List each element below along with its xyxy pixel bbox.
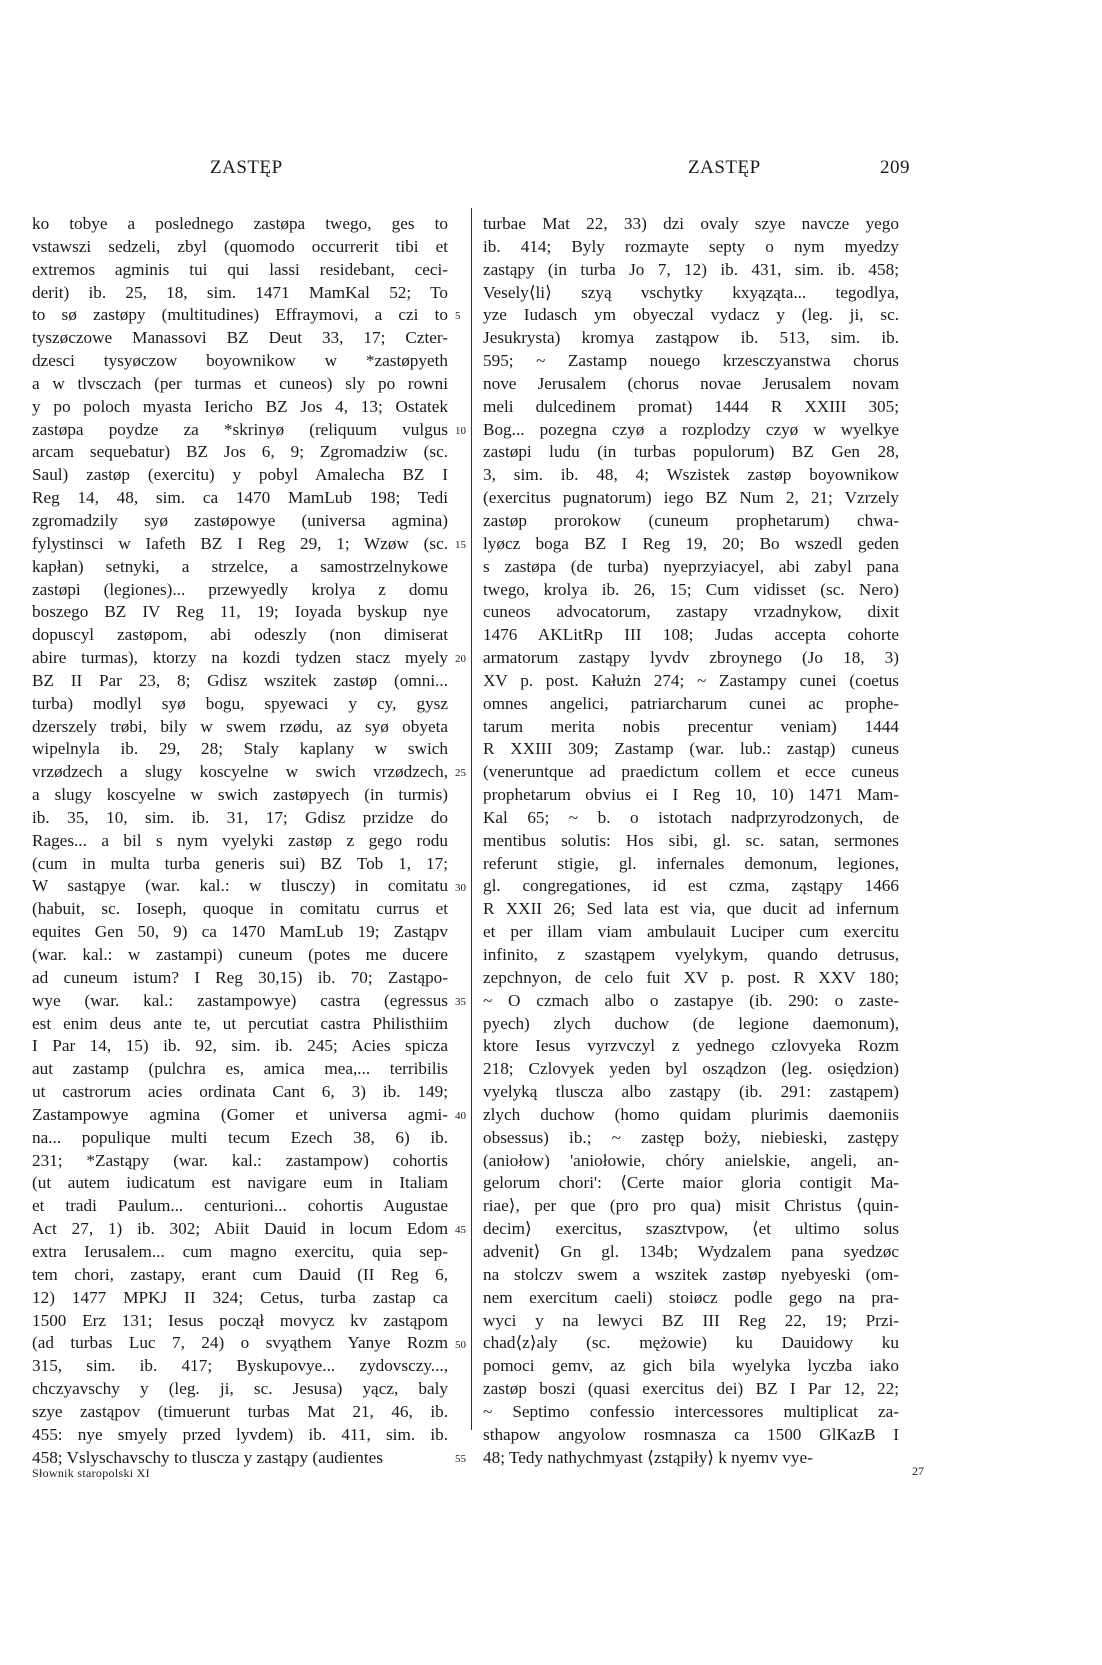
text-line: na stolczv swem a wszitek zastøp nyebyeski (om- xyxy=(483,1264,899,1284)
text-line: (veneruntque ad praedictum collem et ecce cuneus xyxy=(483,762,899,782)
text-line: advenit⟩ Gn gl. 134b; Wydzalem pana syedzøc xyxy=(483,1241,899,1261)
text-line: Zastampowye agmina (Gomer et universa agmi- xyxy=(32,1104,448,1124)
text-line: dopuscyl zastøpom, abi odeszly (non dimiserat xyxy=(32,625,448,645)
text-line: meli dulcedinem promat) 1444 R XXIII 305; xyxy=(483,396,899,416)
line-number: 30 xyxy=(455,881,466,894)
text-line: pyech) zlych duchow (de legione daemonum), xyxy=(483,1013,899,1033)
text-line: zastøpi (legiones)... przewyedly krolya z domu xyxy=(32,579,448,599)
text-line: nem exercitum caeli) stoiøcz podle gego na pra- xyxy=(483,1287,899,1307)
text-line: referunt stigie, gl. infernales demonum, legiones, xyxy=(483,853,899,873)
text-line: szye zastąpov (timuerunt turbas Mat 21, 46, ib. xyxy=(32,1401,448,1421)
text-line: ktore Iesus vyrzvczyl z yednego czlovyeka Rozm xyxy=(483,1036,899,1056)
text-line: 3, sim. ib. 48, 4; Wszistek zastøp boyownikow xyxy=(483,465,899,485)
text-line: 231; *Zastąpy (war. kal.: zastampow) cohortis xyxy=(32,1150,448,1170)
text-line: (habuit, sc. Ioseph, quoque in comitatu currus et xyxy=(32,899,448,919)
text-line: nove Jerusalem (chorus novae Jerusalem novam xyxy=(483,373,899,393)
text-line: omnes angelici, patriarcharum cunei ac prophe- xyxy=(483,693,899,713)
text-line: Saul) zastøp (exercitu) y pobyl Amalecha BZ I xyxy=(32,465,448,485)
text-line: armatorum zastąpy lyvdv zbroynego (Jo 18, 3) xyxy=(483,648,899,668)
text-line: XV p. post. Kałużn 274; ~ Zastampy cunei (coetus xyxy=(483,670,899,690)
text-line: R XXII 26; Sed lata est via, que ducit ad infernum xyxy=(483,899,899,919)
text-line: ib. 414; Byly rozmayte septy o nym myedzy xyxy=(483,236,899,256)
header-left-running-head: ZASTĘP xyxy=(210,157,283,178)
text-line: dzesci tysyøczow boyownikow w *zastøpyeth xyxy=(32,351,448,371)
text-line: zastøp prorokow (cuneum prophetarum) chwa- xyxy=(483,510,899,530)
line-number: 55 xyxy=(455,1452,466,1465)
text-line: chad⟨z⟩aly (sc. mężowie) ku Dauidowy ku xyxy=(483,1333,899,1353)
text-line: zlych duchow (homo quidam plurimis daemoniis xyxy=(483,1104,899,1124)
text-line: zgromadzily syø zastøpowye (universa agmina) xyxy=(32,510,448,530)
line-number: 35 xyxy=(455,995,466,1008)
line-number: 5 xyxy=(455,310,461,323)
text-line: obsessus) ib.; ~ zastęp boży, niebieski, zastępy xyxy=(483,1127,899,1147)
page-number: 209 xyxy=(880,157,910,178)
text-line: a w tlvsczach (per turmas et cuneos) sly po rowni xyxy=(32,373,448,393)
text-line: abire turmas), ktorzy na kozdi tydzen stacz myely xyxy=(32,648,448,668)
text-line: ib. 35, 10, sim. ib. 31, 17; Gdisz przidze do xyxy=(32,807,448,827)
text-line: pomoci gemv, az gich bila wyelyka lyczba iako xyxy=(483,1356,899,1376)
text-line: mentibus solutis: Hos sibi, gl. sc. satan, sermones xyxy=(483,830,899,850)
text-line: boszego BZ IV Reg 11, 19; Ioyada byskup nye xyxy=(32,602,448,622)
line-number: 40 xyxy=(455,1110,466,1123)
text-line: vyelyką tluscza albo zastąpy (ib. 291: zastąpem) xyxy=(483,1082,899,1102)
right-column xyxy=(483,213,899,1469)
text-line: (exercitus pugnatorum) iego BZ Num 2, 21; Vzrzely xyxy=(483,488,899,508)
text-line: vstawszi sedzeli, zbyl (quomodo occurrerit tibi et xyxy=(32,236,448,256)
text-line: (ad turbas Luc 7, 24) o svyąthem Yanye Rozm xyxy=(32,1333,448,1353)
text-line: zastøp boszi (quasi exercitus dei) BZ I Par 12, 22; xyxy=(483,1379,899,1399)
text-line: (aniołow) 'aniołowie, chóry anielskie, angeli, an- xyxy=(483,1150,899,1170)
text-line: 48; Tedy nathychmyast ⟨zstąpiły⟩ k nyemv vye- xyxy=(483,1447,813,1467)
text-line: (ut autem iudicatum est navigare eum in Italiam xyxy=(32,1173,448,1193)
text-line: R XXIII 309; Zastamp (war. lub.: zastąp) cuneus xyxy=(483,739,899,759)
text-line: cuneos advocatorum, zastapy vrzadnykow, dixit xyxy=(483,602,899,622)
text-line: equites Gen 50, 9) ca 1470 MamLub 19; Zastąpv xyxy=(32,922,448,942)
text-line: wyci y na lewyci BZ III Reg 22, 19; Przi- xyxy=(483,1310,899,1330)
text-line: 315, sim. ib. 417; Byskupovye... zydovsczy..., xyxy=(32,1356,448,1376)
text-line: 12) 1477 MPKJ II 324; Cetus, turba zastap ca xyxy=(32,1287,448,1307)
line-number: 15 xyxy=(455,538,466,551)
text-line: arcam sequebatur) BZ Jos 6, 9; Zgromadziw (sc. xyxy=(32,442,448,462)
text-line: Kal 65; ~ b. o istotach nadprzyrodzonych, de xyxy=(483,807,899,827)
text-line: et per illam viam ambulauit Luciper cum exercitu xyxy=(483,922,899,942)
header-right-running-head: ZASTĘP xyxy=(688,157,761,178)
line-number: 25 xyxy=(455,767,466,780)
text-line: sthapow angyolow rosmnasza ca 1500 GlKazB I xyxy=(483,1424,899,1444)
text-line: 455: nye smyely przed lyvdem) ib. 411, sim. ib. xyxy=(32,1424,448,1444)
text-line: ~ O czmach albo o zastapye (ib. 290: o zaste- xyxy=(483,990,899,1010)
footer-signature: 27 xyxy=(912,1464,924,1478)
left-column xyxy=(32,213,448,1469)
text-line: 218; Czlovyek yeden byl osządzon (leg. osiędzion) xyxy=(483,1059,899,1079)
text-line: prophetarum obvius ei I Reg 10, 10) 1471 Mam- xyxy=(483,785,899,805)
text-line: 1476 AKLitRp III 108; Judas accepta cohorte xyxy=(483,625,899,645)
text-line: Bog... pozegna czyø a rozplodzy czyø w wyelkye xyxy=(483,419,899,439)
text-line: decim⟩ exercitus, szasztvpow, ⟨et ultimo solus xyxy=(483,1219,899,1239)
text-line: I Par 14, 15) ib. 92, sim. ib. 245; Acies spicza xyxy=(32,1036,448,1056)
text-line: W sastąpye (war. kal.: w tlusczy) in comitatu xyxy=(32,876,448,896)
text-line: dzerszely trøbi, bily w swem rzødu, az syø obyeta xyxy=(32,716,448,736)
text-line: Vesely⟨li⟩ szyą vschytky kxyąząta... tegodlya, xyxy=(483,282,899,302)
text-line: 1500 Erz 131; Iesus począł movycz kv zastąpom xyxy=(32,1310,448,1330)
text-line: a slugy koscyelne w swich zastøpyech (in turmis) xyxy=(32,785,448,805)
text-line: derit) ib. 25, 18, sim. 1471 MamKal 52; To xyxy=(32,282,448,302)
text-line: na... populique multi tecum Ezech 38, 6) ib. xyxy=(32,1127,448,1147)
text-line: zastąpy (in turba Jo 7, 12) ib. 431, sim. ib. 458; xyxy=(483,259,899,279)
text-line: 458; Vslyschavschy to tluscza y zastąpy (audientes xyxy=(32,1447,383,1467)
text-line: Jesukrysta) kromya zastąpow ib. 513, sim. ib. xyxy=(483,328,899,348)
text-line: vrzødzech a slugy koscyelne w swich vrzødzech, xyxy=(32,762,448,782)
text-line: tarum merita nobis precentur veniam) 1444 xyxy=(483,716,899,736)
text-line: chczyavschy y (leg. ji, sc. Jesusa) yącz, baly xyxy=(32,1379,448,1399)
text-line: y po poloch myasta Iericho BZ Jos 4, 13; Ostatek xyxy=(32,396,448,416)
text-line: infinito, z szastąpem vyelykym, quando detrusus, xyxy=(483,945,899,964)
column-divider xyxy=(471,208,472,1430)
text-line: Rages... a bil s nym vyelyki zastøp z gego rodu xyxy=(32,830,448,850)
text-line: ut castrorum acies ordinata Cant 6, 3) ib. 149; xyxy=(32,1082,448,1102)
text-line: wipelnyla ib. 29, 28; Staly kaplany w swich xyxy=(32,739,448,759)
text-line: ~ Septimo confessio intercessores multiplicat za- xyxy=(483,1401,899,1421)
text-line: zastøpa poydze za *skrinyø (reliquum vulgus xyxy=(32,419,448,439)
text-line: (war. kal.: w zastampi) cuneum (potes me ducere xyxy=(32,945,448,964)
text-line: turbae Mat 22, 33) dzi ovaly szye navcze yego xyxy=(483,214,899,233)
text-line: tyszøczowe Manassovi BZ Deut 33, 17; Czter- xyxy=(32,328,448,348)
text-line: zastøpi ludu (in turbas populorum) BZ Gen 28, xyxy=(483,442,899,462)
text-line: est enim deus ante te, ut percutiat castra Philisthiim xyxy=(32,1013,448,1033)
line-number: 45 xyxy=(455,1224,466,1237)
text-line: aut zastamp (pulchra es, amica mea,... terribilis xyxy=(32,1059,448,1079)
text-line: (cum in multa turba generis sui) BZ Tob 1, 17; xyxy=(32,853,448,873)
line-number: 10 xyxy=(455,424,466,437)
text-line: ko tobye a poslednego zastøpa twego, ges to xyxy=(32,214,448,233)
text-line: extremos agminis tui qui lassi residebant, ceci- xyxy=(32,259,448,279)
text-line: 595; ~ Zastamp nouego krzesczyanstwa chorus xyxy=(483,351,899,371)
text-line: turba) modlyl syø bogu, spyewaci y cy, gysz xyxy=(32,693,448,713)
text-line: to sø zastøpy (multitudines) Effraymovi, a czi to xyxy=(32,305,448,325)
text-line: gelorum chori': ⟨Certe maior gloria contigit Ma- xyxy=(483,1173,899,1193)
text-line: lyøcz boga BZ I Reg 19, 20; Bo wszedl geden xyxy=(483,533,899,553)
text-line: kapłan) setnyki, a strzelce, a samostrzelnykowe xyxy=(32,556,448,576)
text-line: gl. congregationes, id est czma, ząstąpy 1466 xyxy=(483,876,899,896)
text-line: s zastøpa (de turba) nyeprzyiacyel, abi zabyl pana xyxy=(483,556,899,576)
text-line: riae⟩, per que (pro pro qua) misit Christus ⟨quin- xyxy=(483,1196,899,1216)
footer-left: Słownik staropolski XI xyxy=(32,1466,150,1480)
line-number: 20 xyxy=(455,653,466,666)
text-line: et tradi Paulum... centurioni... cohortis Augustae xyxy=(32,1196,448,1216)
text-line: wye (war. kal.: zastampowye) castra (egressus xyxy=(32,990,448,1010)
text-line: Reg 14, 48, sim. ca 1470 MamLub 198; Tedi xyxy=(32,488,448,508)
text-line: fylystinsci w Iafeth BZ I Reg 29, 1; Wzøw (sc. xyxy=(32,533,448,553)
text-line: yze Iudasch ym obyeczal vydacz y (leg. ji, sc. xyxy=(483,305,899,325)
line-number: 50 xyxy=(455,1338,466,1351)
text-line: ad cuneum istum? I Reg 30,15) ib. 70; Zastąpo- xyxy=(32,967,448,987)
text-line: zepchnyon, de celo fuit XV p. post. R XXV 180; xyxy=(483,967,899,987)
text-line: extra Ierusalem... cum magno exercitu, quia sep- xyxy=(32,1241,448,1261)
text-line: BZ II Par 23, 8; Gdisz wszitek zastøp (omni... xyxy=(32,670,448,690)
text-line: tem chori, zastapy, erant cum Dauid (II Reg 6, xyxy=(32,1264,448,1284)
text-line: twego, krolya ib. 26, 15; Cum vidisset (sc. Nero) xyxy=(483,579,899,599)
text-line: Act 27, 1) ib. 302; Abiit Dauid in locum Edom xyxy=(32,1219,448,1239)
